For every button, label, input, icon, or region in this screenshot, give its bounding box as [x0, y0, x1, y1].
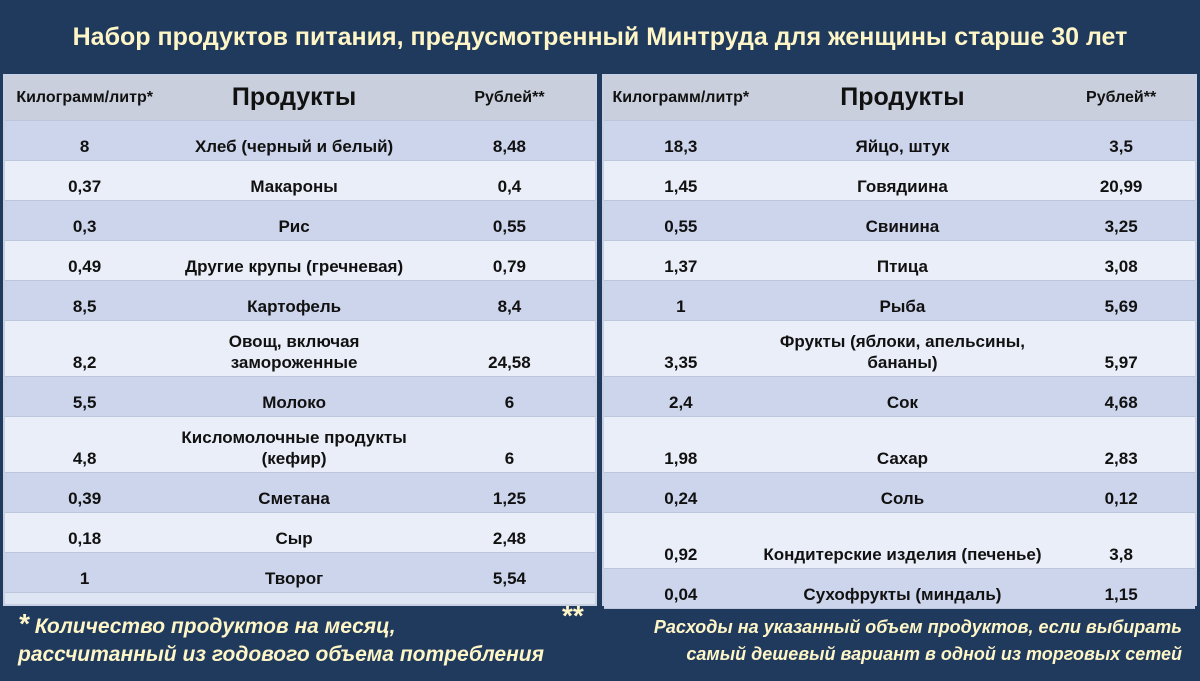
cell-rub: 5,54	[424, 552, 595, 592]
cell-kg: 2,4	[604, 376, 758, 416]
cell-kg: 1,98	[604, 416, 758, 472]
table-row	[604, 512, 1195, 568]
table-row	[5, 160, 595, 200]
cell-rub: 1,15	[1047, 568, 1195, 608]
right-products-table	[604, 76, 1195, 609]
table-row	[5, 512, 595, 552]
footnote-star: *	[18, 608, 29, 639]
cell-name: Кондитерские изделия (печенье)	[758, 512, 1048, 568]
page-title: Набор продуктов питания, предусмотренный Минтруда для женщины старше 30 лет	[72, 22, 1128, 51]
cell-name: Птица	[758, 240, 1048, 280]
cell-kg: 3,35	[604, 320, 758, 376]
table-header-row	[5, 76, 595, 120]
cell-kg: 0,49	[5, 240, 164, 280]
cell-rub: 6	[424, 376, 595, 416]
footnote-quantity-line2: рассчитанный из годового объема потребления	[18, 643, 544, 666]
cell-rub: 0,4	[424, 160, 595, 200]
table-row	[5, 376, 595, 416]
header-kg: Килограмм/литр*	[5, 76, 164, 120]
cell-kg: 0,04	[604, 568, 758, 608]
cell-rub: 5,97	[1047, 320, 1195, 376]
cell-rub: 1,25	[424, 472, 595, 512]
cell-kg: 0,55	[604, 200, 758, 240]
cell-rub: 8,48	[424, 120, 595, 160]
cell-name: Творог	[164, 552, 424, 592]
table-row	[5, 120, 595, 160]
table-row	[5, 472, 595, 512]
cell-rub: 4,68	[1047, 376, 1195, 416]
left-table-panel	[3, 74, 597, 606]
cell-kg: 1	[5, 552, 164, 592]
cell-kg: 0,18	[5, 512, 164, 552]
cell-kg: 8,5	[5, 280, 164, 320]
cell-name: Соль	[758, 472, 1048, 512]
cell-kg: 8	[5, 120, 164, 160]
cell-name: Свинина	[758, 200, 1048, 240]
cell-kg: 0,92	[604, 512, 758, 568]
table-row	[604, 280, 1195, 320]
table-row	[5, 280, 595, 320]
cell-name: Рыба	[758, 280, 1048, 320]
header-kg: Килограмм/литр*	[604, 76, 758, 120]
cell-name: Сок	[758, 376, 1048, 416]
table-row	[604, 120, 1195, 160]
footnote-double-star: **	[562, 600, 584, 631]
cell-rub: 0,55	[424, 200, 595, 240]
footnote-quantity-line1: Количество продуктов на месяц,	[34, 615, 396, 638]
header-rub: Рублей**	[1047, 76, 1195, 120]
footnote-costs-line1: Расходы на указанный объем продуктов, если выбирать	[653, 617, 1182, 637]
cell-kg: 8,2	[5, 320, 164, 376]
cell-kg: 1	[604, 280, 758, 320]
cell-name: Говядиина	[758, 160, 1048, 200]
cell-name: Картофель	[164, 280, 424, 320]
cell-kg: 0,24	[604, 472, 758, 512]
table-header-row	[604, 76, 1195, 120]
cell-name: Хлеб (черный и белый)	[164, 120, 424, 160]
cell-rub: 2,83	[1047, 416, 1195, 472]
cell-name: Кисломолочные продукты (кефир)	[164, 416, 424, 472]
cell-name: Яйцо, штук	[758, 120, 1048, 160]
header-products: Продукты	[164, 76, 424, 120]
cell-name: Сметана	[164, 472, 424, 512]
cell-rub: 6	[424, 416, 595, 472]
cell-name: Макароны	[164, 160, 424, 200]
cell-rub: 3,5	[1047, 120, 1195, 160]
table-row	[604, 376, 1195, 416]
cell-name: Сыр	[164, 512, 424, 552]
table-row	[604, 320, 1195, 376]
table-row	[604, 200, 1195, 240]
table-row	[5, 240, 595, 280]
cell-rub: 3,25	[1047, 200, 1195, 240]
table-row	[604, 240, 1195, 280]
cell-kg: 0,37	[5, 160, 164, 200]
cell-kg: 0,3	[5, 200, 164, 240]
cell-rub: 24,58	[424, 320, 595, 376]
table-row	[5, 320, 595, 376]
cell-name: Молоко	[164, 376, 424, 416]
table-row	[5, 416, 595, 472]
cell-rub: 20,99	[1047, 160, 1195, 200]
table-row	[5, 200, 595, 240]
cell-rub: 3,08	[1047, 240, 1195, 280]
cell-rub: 2,48	[424, 512, 595, 552]
cell-rub: 0,79	[424, 240, 595, 280]
cell-name: Сахар	[758, 416, 1048, 472]
cell-name: Сухофрукты (миндаль)	[758, 568, 1048, 608]
cell-name: Рис	[164, 200, 424, 240]
table-row	[604, 416, 1195, 472]
cell-kg: 1,45	[604, 160, 758, 200]
left-products-table	[5, 76, 595, 593]
cell-rub: 0,12	[1047, 472, 1195, 512]
right-table-panel	[602, 74, 1197, 606]
cell-name: Фрукты (яблоки, апельсины, бананы)	[758, 320, 1048, 376]
cell-kg: 0,39	[5, 472, 164, 512]
footnote-costs	[612, 614, 1182, 668]
cell-kg: 18,3	[604, 120, 758, 160]
table-row	[604, 568, 1195, 608]
table-row	[604, 160, 1195, 200]
cell-name: Другие крупы (гречневая)	[164, 240, 424, 280]
footnote-costs-line2: самый дешевый вариант в одной из торговых сетей	[686, 644, 1182, 664]
table-row	[5, 552, 595, 592]
cell-kg: 4,8	[5, 416, 164, 472]
cell-kg: 1,37	[604, 240, 758, 280]
cell-rub: 8,4	[424, 280, 595, 320]
cell-rub: 3,8	[1047, 512, 1195, 568]
table-row	[604, 472, 1195, 512]
header-products: Продукты	[758, 76, 1048, 120]
header-rub: Рублей**	[424, 76, 595, 120]
cell-rub: 5,69	[1047, 280, 1195, 320]
footnote-quantity	[18, 610, 598, 669]
cell-kg: 5,5	[5, 376, 164, 416]
cell-name: Овощ, включая замороженные	[164, 320, 424, 376]
